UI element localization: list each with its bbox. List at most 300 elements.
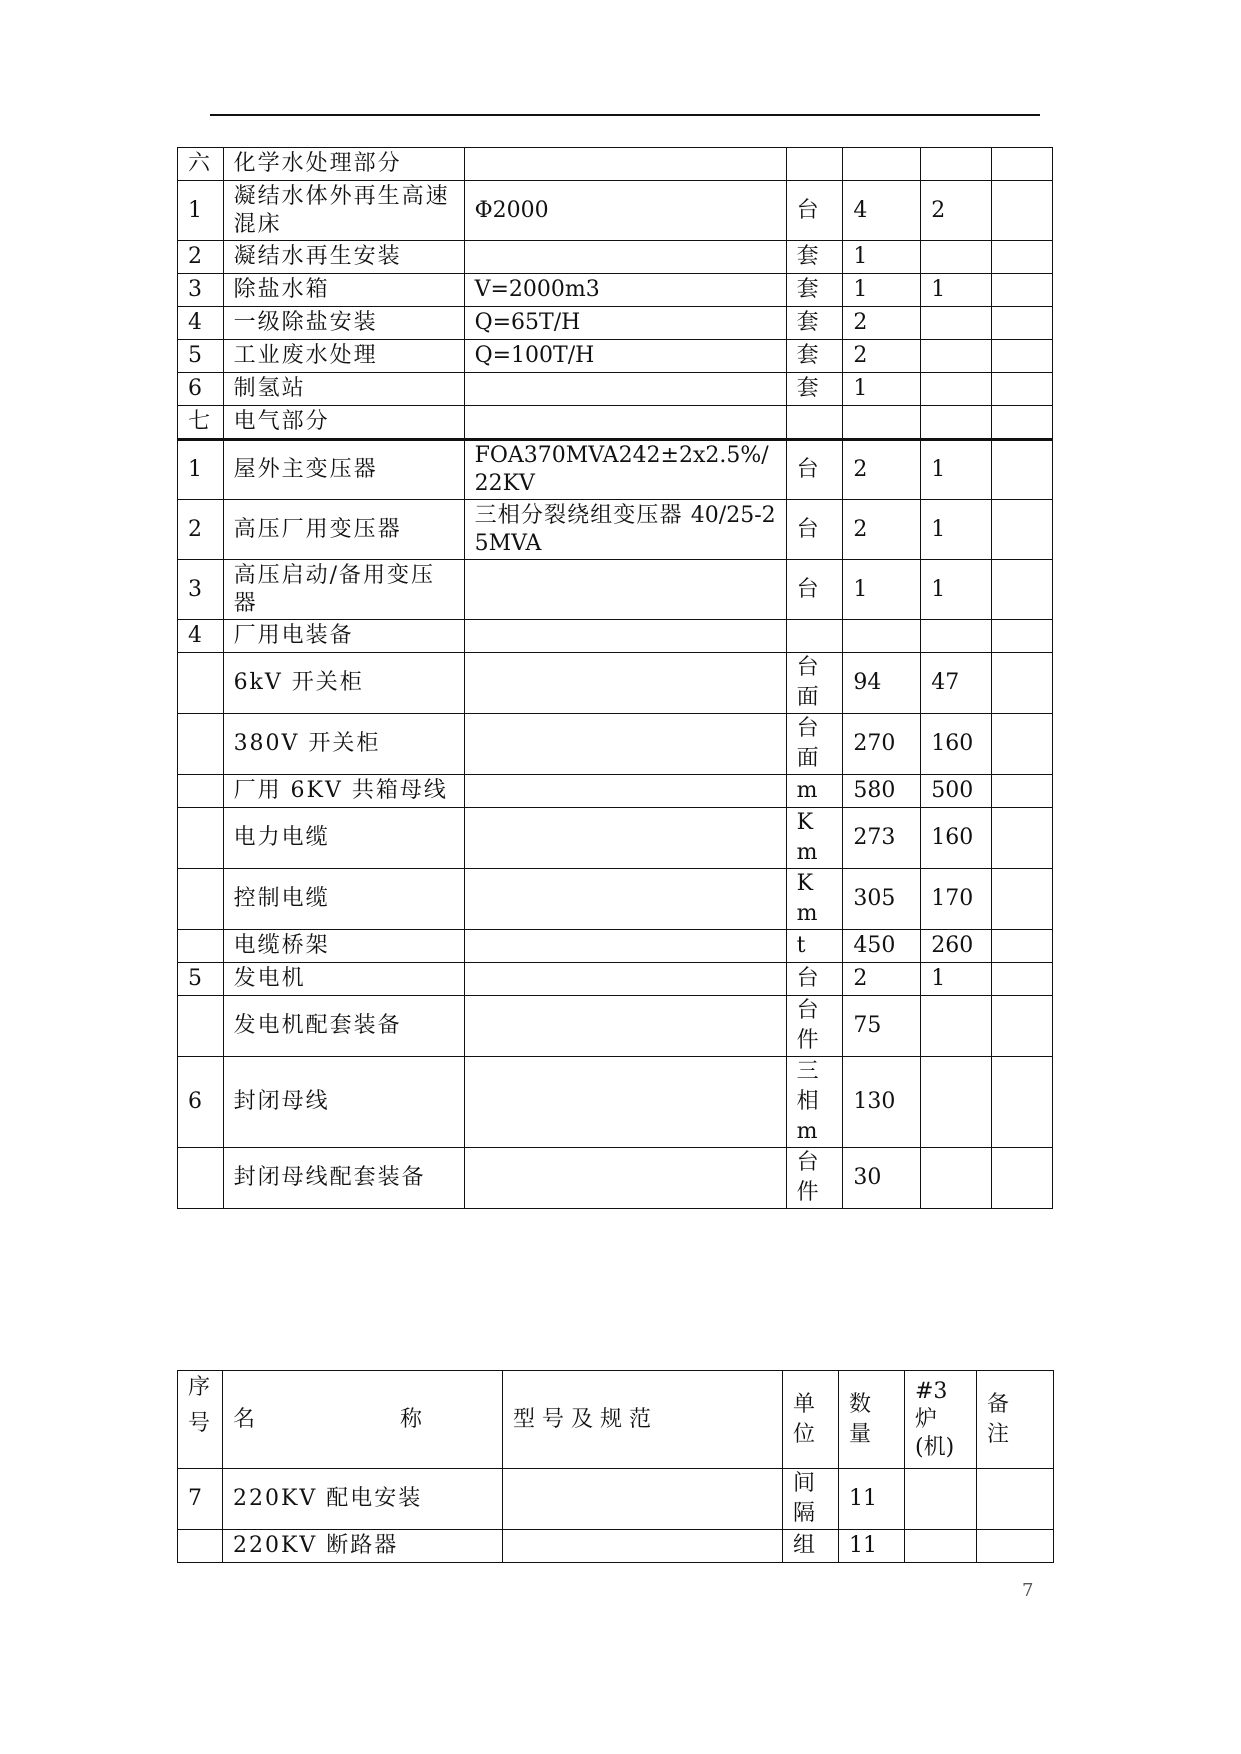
row-name-text: 高压厂用变压器 [233, 516, 402, 542]
table-row [178, 714, 1053, 775]
row-spec-cell [464, 274, 786, 307]
row-unit-text: 套 [796, 343, 819, 368]
row-qty-cell [843, 775, 921, 808]
row-index-cell [178, 808, 224, 869]
row-name-cell [223, 620, 464, 653]
row-qty-cell [843, 653, 921, 714]
table-row [178, 653, 1053, 714]
row-spec-text: FOA370MVA242±2x2.5%/22KV [474, 443, 769, 496]
row-name-cell [223, 241, 464, 274]
table-row [178, 869, 1053, 930]
row-qty-text: 270 [853, 731, 896, 756]
row-boiler-text: 1 [931, 457, 946, 482]
table-row [178, 808, 1053, 869]
row-boiler-cell [921, 500, 992, 560]
row-name-text: 封闭母线 [233, 1089, 330, 1114]
row-unit-text: 套 [796, 277, 819, 302]
row-unit-cell [783, 1530, 839, 1563]
row-spec-cell [464, 930, 786, 963]
row-boiler-cell [905, 1469, 977, 1530]
header-boiler-text: #3炉(机) [915, 1378, 955, 1460]
row-index-text: 6 [188, 1089, 202, 1114]
row-note-cell [992, 653, 1053, 714]
row-boiler-cell [905, 1530, 977, 1563]
row-boiler-cell [921, 406, 992, 440]
row-boiler-cell [921, 373, 992, 406]
row-unit-text: 套 [796, 376, 819, 401]
row-boiler-text: 1 [931, 576, 946, 602]
row-index-text: 六 [188, 151, 211, 176]
row-name-text: 凝结水体外再生高速混床 [233, 183, 450, 237]
row-qty-cell [843, 500, 921, 560]
row-qty-text: 1 [853, 576, 868, 602]
row-unit-text: 台 [796, 576, 819, 602]
row-unit-cell [786, 500, 843, 560]
row-unit-text: 组 [793, 1533, 816, 1558]
row-qty-cell [843, 808, 921, 869]
row-boiler-text: 1 [931, 966, 946, 991]
row-boiler-text: 1 [931, 516, 946, 542]
row-unit-cell [786, 653, 843, 714]
row-qty-text: 305 [853, 886, 896, 911]
row-index-text: 4 [188, 310, 202, 335]
header-cell-name [223, 1371, 503, 1469]
row-qty-text: 94 [853, 670, 882, 695]
row-note-cell [992, 869, 1053, 930]
row-index-cell [178, 500, 224, 560]
row-boiler-cell [921, 620, 992, 653]
row-name-text: 220KV 断路器 [233, 1533, 399, 1558]
table-row [178, 340, 1053, 373]
table-row [178, 620, 1053, 653]
row-name-text: 封闭母线配套装备 [233, 1165, 426, 1190]
row-note-cell [992, 307, 1053, 340]
row-name-text: 220KV 配电安装 [233, 1486, 423, 1511]
row-index-cell [178, 1469, 223, 1530]
row-name-cell [223, 714, 464, 775]
row-unit-cell [786, 148, 843, 181]
row-spec-cell [464, 241, 786, 274]
row-unit-cell [786, 373, 843, 406]
row-name-text: 控制电缆 [233, 886, 330, 911]
table-row [178, 500, 1053, 560]
row-spec-cell [464, 373, 786, 406]
table-row [178, 1530, 1054, 1563]
row-qty-cell [839, 1530, 905, 1563]
row-qty-cell [843, 963, 921, 996]
equipment-table-2 [177, 1370, 1054, 1563]
table-row [178, 373, 1053, 406]
header-unit-text: 单位 [793, 1391, 816, 1447]
row-name-cell [223, 808, 464, 869]
row-boiler-cell [921, 440, 992, 500]
row-unit-cell [786, 440, 843, 500]
row-note-cell [992, 775, 1053, 808]
equipment-table-1 [177, 147, 1053, 1209]
row-qty-cell [843, 714, 921, 775]
row-qty-text: 273 [853, 825, 896, 850]
row-note-cell [992, 440, 1053, 500]
row-spec-cell [464, 620, 786, 653]
row-name-cell [223, 148, 464, 181]
row-qty-text: 450 [853, 933, 896, 958]
table-row [178, 274, 1053, 307]
row-unit-text: 间隔 [793, 1471, 816, 1526]
row-name-text: 电缆桥架 [233, 933, 330, 958]
row-unit-text: 台件 [796, 998, 819, 1053]
row-name-cell [223, 996, 464, 1057]
row-unit-cell [786, 775, 843, 808]
row-index-text: 1 [188, 457, 202, 482]
row-unit-cell [786, 963, 843, 996]
table-header-row [178, 1371, 1054, 1469]
row-index-cell [178, 714, 224, 775]
row-unit-text: 台件 [796, 1150, 819, 1205]
row-note-cell [992, 148, 1053, 181]
row-index-text: 七 [188, 409, 211, 434]
row-spec-cell [464, 406, 786, 440]
row-unit-cell [786, 869, 843, 930]
header-index-bottom: 号 [188, 1411, 211, 1436]
row-note-cell [992, 373, 1053, 406]
row-index-text: 2 [188, 516, 202, 542]
row-unit-cell [786, 340, 843, 373]
row-boiler-text: 160 [931, 825, 974, 850]
table-row [178, 1469, 1054, 1530]
row-spec-cell [464, 1057, 786, 1148]
row-boiler-cell [921, 930, 992, 963]
row-qty-text: 2 [853, 343, 868, 368]
row-unit-text: t [796, 933, 806, 958]
row-unit-text: 套 [796, 244, 819, 269]
row-name-text: 6kV 开关柜 [233, 670, 364, 695]
row-qty-text: 1 [853, 244, 868, 269]
header-qty-text: 数量 [849, 1391, 872, 1447]
row-boiler-cell [921, 808, 992, 869]
row-unit-text: 台 [796, 966, 819, 991]
row-note-cell [992, 1148, 1053, 1209]
table-row [178, 406, 1053, 440]
row-qty-cell [843, 148, 921, 181]
row-unit-cell [786, 307, 843, 340]
row-qty-cell [843, 996, 921, 1057]
row-unit-cell [786, 274, 843, 307]
table-row [178, 560, 1053, 620]
row-boiler-cell [921, 1148, 992, 1209]
header-rule [210, 114, 1040, 116]
row-note-cell [992, 996, 1053, 1057]
table-row [178, 440, 1053, 500]
row-boiler-text: 47 [931, 670, 960, 695]
row-note-cell [992, 241, 1053, 274]
row-name-text: 屋外主变压器 [233, 457, 378, 482]
row-boiler-cell [921, 1057, 992, 1148]
row-note-cell [992, 340, 1053, 373]
row-index-cell [178, 963, 224, 996]
row-name-cell [223, 440, 464, 500]
row-boiler-cell [921, 307, 992, 340]
table-row [178, 241, 1053, 274]
row-name-cell [223, 181, 464, 241]
row-boiler-text: 500 [931, 778, 974, 803]
row-index-cell [178, 996, 224, 1057]
table-row [178, 148, 1053, 181]
row-name-cell [223, 500, 464, 560]
row-index-cell [178, 241, 224, 274]
row-name-cell [223, 869, 464, 930]
row-note-cell [992, 181, 1053, 241]
row-boiler-cell [921, 274, 992, 307]
header-name-a: 名 [233, 1406, 256, 1432]
row-index-cell [178, 307, 224, 340]
row-unit-cell [786, 241, 843, 274]
row-boiler-cell [921, 714, 992, 775]
table-row [178, 1057, 1053, 1148]
row-note-cell [992, 808, 1053, 869]
row-name-text: 发电机 [233, 966, 306, 991]
row-boiler-text: 160 [931, 731, 974, 756]
table-row [178, 930, 1053, 963]
row-index-text: 3 [188, 576, 202, 602]
row-index-cell [178, 775, 224, 808]
row-name-cell [223, 373, 464, 406]
row-note-cell [992, 1057, 1053, 1148]
row-spec-cell [503, 1530, 783, 1563]
row-qty-cell [839, 1469, 905, 1530]
row-qty-text: 2 [853, 516, 868, 542]
row-note-cell [992, 560, 1053, 620]
row-spec-cell [464, 775, 786, 808]
row-index-cell [178, 930, 224, 963]
row-boiler-cell [921, 963, 992, 996]
row-spec-cell [503, 1469, 783, 1530]
row-boiler-cell [921, 775, 992, 808]
row-qty-text: 130 [853, 1089, 896, 1114]
row-index-cell [178, 340, 224, 373]
row-note-cell [992, 274, 1053, 307]
row-spec-cell [464, 714, 786, 775]
row-spec-cell [464, 560, 786, 620]
row-name-cell [223, 274, 464, 307]
row-index-text: 5 [188, 966, 202, 991]
row-qty-text: 30 [853, 1165, 882, 1190]
row-index-cell [178, 406, 224, 440]
row-spec-text: 三相分裂绕组变压器 40/25-25MVA [474, 502, 776, 556]
row-note-cell [992, 620, 1053, 653]
row-name-cell [223, 930, 464, 963]
row-spec-cell [464, 500, 786, 560]
row-unit-cell [786, 996, 843, 1057]
row-index-cell [178, 1057, 224, 1148]
row-note-cell [992, 500, 1053, 560]
row-name-text: 电气部分 [233, 409, 330, 434]
row-unit-text: 台 [796, 457, 819, 482]
row-boiler-text: 2 [931, 197, 946, 223]
row-spec-cell [464, 340, 786, 373]
row-name-text: 380V 开关柜 [233, 731, 381, 756]
table-row [178, 307, 1053, 340]
row-qty-text: 580 [853, 778, 896, 803]
row-index-cell [178, 373, 224, 406]
row-spec-cell [464, 996, 786, 1057]
row-index-text: 1 [188, 197, 202, 223]
row-boiler-cell [921, 869, 992, 930]
row-name-cell [223, 775, 464, 808]
row-spec-cell [464, 963, 786, 996]
row-index-cell [178, 440, 224, 500]
row-name-text: 制氢站 [233, 376, 306, 401]
row-spec-text: Q=100T/H [474, 343, 595, 368]
row-name-cell [223, 406, 464, 440]
row-boiler-cell [921, 653, 992, 714]
row-name-cell [223, 1469, 503, 1530]
row-boiler-cell [921, 340, 992, 373]
row-name-text: 一级除盐安装 [233, 310, 378, 335]
row-qty-cell [843, 406, 921, 440]
row-boiler-text: 170 [931, 886, 974, 911]
row-unit-text: 台 [796, 516, 819, 542]
row-index-text: 3 [188, 277, 202, 302]
row-index-cell [178, 869, 224, 930]
row-spec-cell [464, 307, 786, 340]
row-unit-cell [786, 406, 843, 440]
row-index-cell [178, 181, 224, 241]
row-boiler-cell [921, 996, 992, 1057]
row-index-text: 2 [188, 244, 202, 269]
table-row [178, 1148, 1053, 1209]
row-name-cell [223, 1530, 503, 1563]
row-unit-cell [786, 1148, 843, 1209]
row-boiler-cell [921, 148, 992, 181]
row-qty-text: 2 [853, 966, 868, 991]
row-qty-cell [843, 340, 921, 373]
row-unit-text: 套 [796, 310, 819, 335]
row-note-cell [992, 930, 1053, 963]
row-name-text: 发电机配套装备 [233, 1013, 402, 1038]
row-index-cell [178, 620, 224, 653]
row-unit-text: Km [796, 871, 818, 926]
row-name-text: 电力电缆 [233, 825, 330, 850]
row-unit-cell [786, 808, 843, 869]
row-name-cell [223, 963, 464, 996]
row-qty-cell [843, 274, 921, 307]
row-unit-text: 台 [796, 197, 819, 223]
table-row [178, 996, 1053, 1057]
row-qty-cell [843, 307, 921, 340]
row-qty-text: 11 [849, 1486, 877, 1511]
row-unit-text: 三相m [796, 1059, 819, 1144]
row-name-text: 厂用 6KV 共箱母线 [233, 778, 448, 803]
row-note-cell [992, 963, 1053, 996]
row-name-text: 高压启动/备用变压器 [233, 562, 435, 616]
row-unit-text: Km [796, 810, 818, 865]
row-qty-cell [843, 440, 921, 500]
row-name-cell [223, 1057, 464, 1148]
header-cell-note [977, 1371, 1054, 1469]
row-name-text: 化学水处理部分 [233, 151, 402, 176]
row-qty-cell [843, 241, 921, 274]
row-spec-text: V=2000m3 [474, 277, 600, 302]
row-spec-cell [464, 148, 786, 181]
row-spec-text: Q=65T/H [474, 310, 581, 335]
row-unit-cell [783, 1469, 839, 1530]
row-note-cell [977, 1530, 1054, 1563]
page-number: 7 [1022, 1580, 1034, 1601]
row-boiler-cell [921, 560, 992, 620]
header-note-text: 备注 [987, 1391, 1010, 1447]
row-index-cell [178, 560, 224, 620]
row-unit-text: m [796, 778, 818, 803]
row-qty-cell [843, 1148, 921, 1209]
table-row [178, 775, 1053, 808]
row-spec-cell [464, 808, 786, 869]
header-cell-index [178, 1371, 223, 1469]
row-name-cell [223, 560, 464, 620]
table-row [178, 181, 1053, 241]
row-index-text: 7 [188, 1486, 202, 1511]
row-note-cell [992, 406, 1053, 440]
row-qty-text: 1 [853, 277, 868, 302]
row-name-cell [223, 1148, 464, 1209]
row-qty-cell [843, 181, 921, 241]
row-index-cell [178, 1530, 223, 1563]
row-spec-cell [464, 653, 786, 714]
row-index-text: 6 [188, 376, 202, 401]
row-qty-text: 1 [853, 376, 868, 401]
row-boiler-text: 1 [931, 277, 946, 302]
row-unit-cell [786, 930, 843, 963]
row-index-cell [178, 653, 224, 714]
row-qty-text: 2 [853, 457, 868, 482]
row-qty-text: 11 [849, 1533, 877, 1558]
row-name-text: 除盐水箱 [233, 277, 330, 302]
row-unit-cell [786, 560, 843, 620]
row-unit-text: 台面 [796, 655, 819, 710]
row-index-cell [178, 148, 224, 181]
row-name-text: 工业废水处理 [233, 343, 378, 368]
row-index-text: 5 [188, 343, 202, 368]
header-index-top: 序 [188, 1375, 211, 1400]
row-unit-text: 台面 [796, 716, 819, 771]
row-note-cell [977, 1469, 1054, 1530]
row-qty-text: 4 [853, 197, 868, 223]
row-spec-cell [464, 869, 786, 930]
header-name-b: 称 [399, 1406, 422, 1432]
header-cell-unit [783, 1371, 839, 1469]
row-index-text: 4 [188, 623, 202, 648]
row-unit-cell [786, 1057, 843, 1148]
row-name-text: 厂用电装备 [233, 623, 354, 648]
row-note-cell [992, 714, 1053, 775]
row-index-cell [178, 1148, 224, 1209]
row-qty-cell [843, 869, 921, 930]
row-boiler-cell [921, 181, 992, 241]
row-qty-cell [843, 620, 921, 653]
table-row [178, 963, 1053, 996]
row-unit-cell [786, 181, 843, 241]
row-unit-cell [786, 714, 843, 775]
row-name-text: 凝结水再生安装 [233, 244, 402, 269]
row-qty-cell [843, 1057, 921, 1148]
row-name-cell [223, 307, 464, 340]
header-cell-qty [839, 1371, 905, 1469]
row-qty-cell [843, 930, 921, 963]
header-cell-spec: 型 号 及 规 范 [503, 1371, 783, 1469]
row-qty-cell [843, 560, 921, 620]
row-qty-cell [843, 373, 921, 406]
row-qty-text: 75 [853, 1013, 882, 1038]
header-cell-boiler [905, 1371, 977, 1469]
